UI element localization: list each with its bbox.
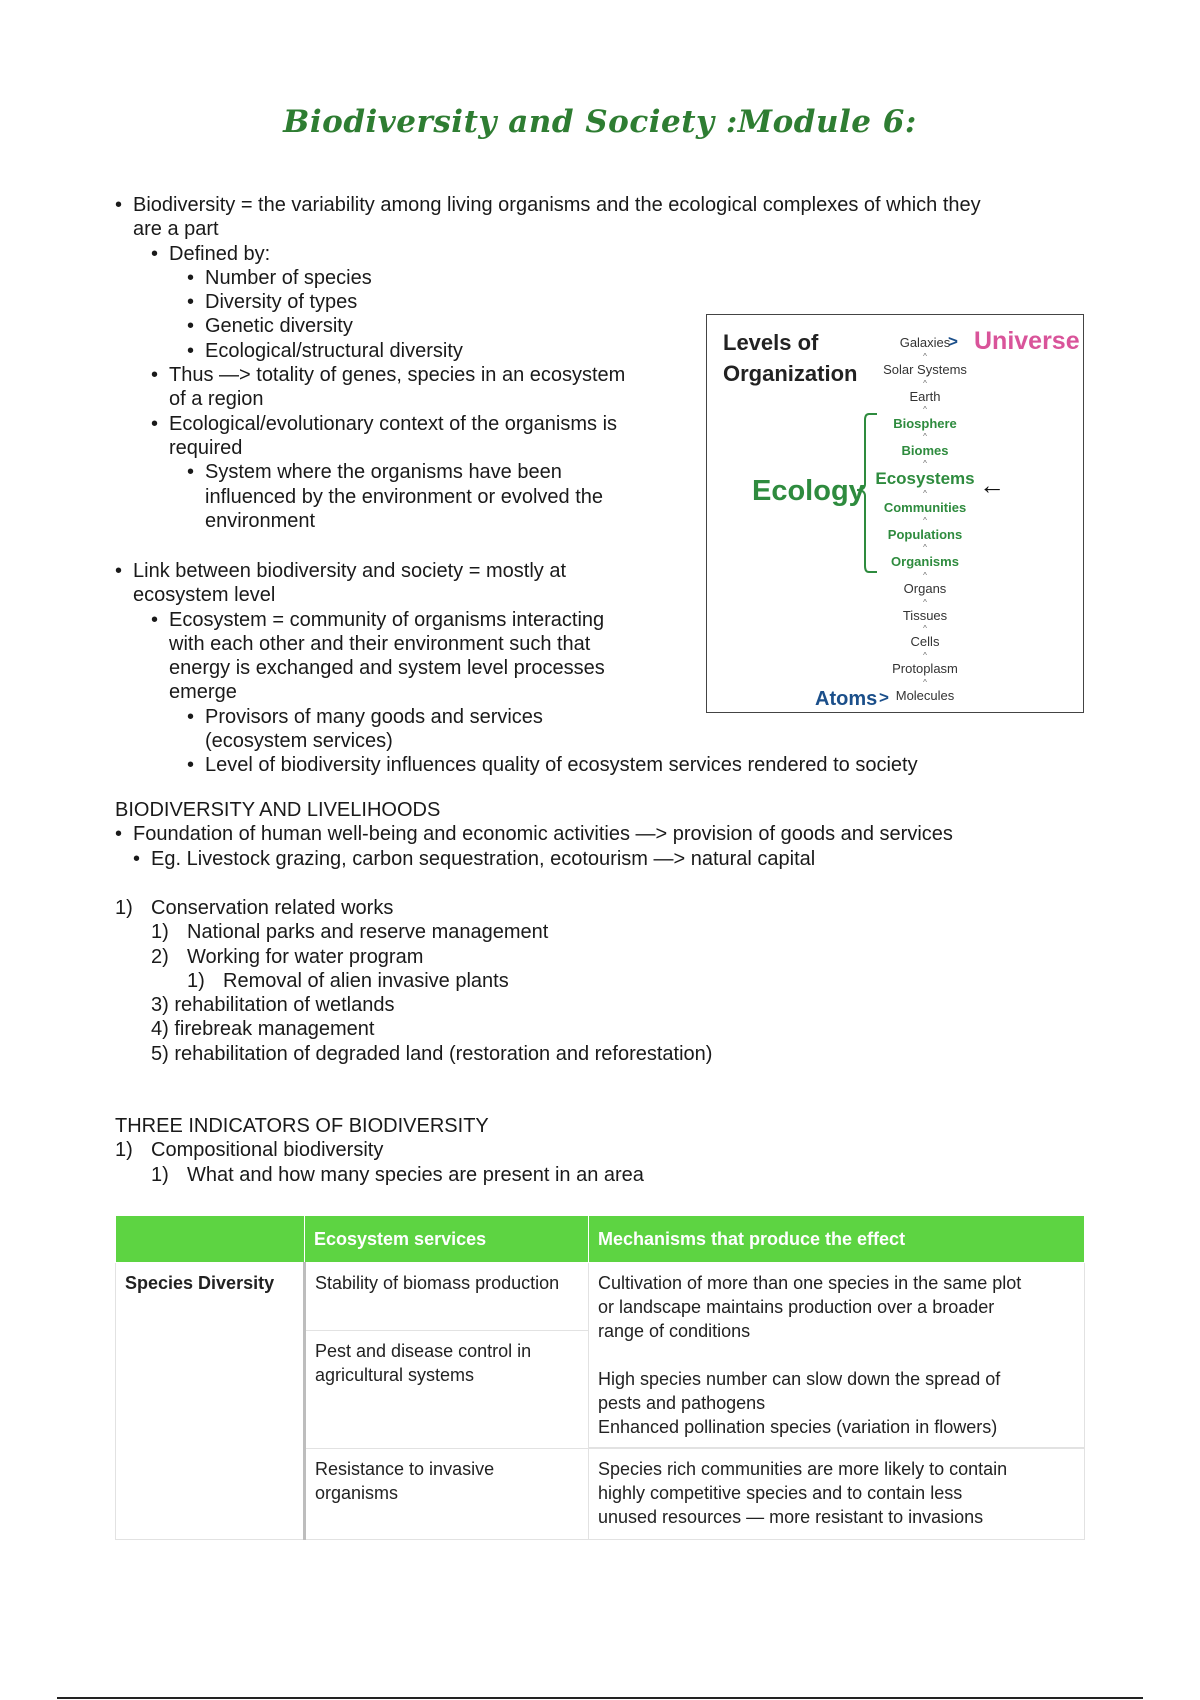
mechanism-line: range of conditions: [598, 1321, 751, 1341]
bullet-level-influence: • Level of biodiversity influences quality of ecosystem services rendered to society: [187, 753, 1110, 777]
provisors-line: Provisors of many goods and services: [205, 705, 543, 728]
list-text: Working for water program: [187, 945, 424, 968]
criteria-item: • Number of species: [187, 266, 695, 290]
ecosystem-line: emerge: [169, 681, 237, 704]
link-line: ecosystem level: [133, 584, 276, 607]
list-text: Compositional biodiversity: [151, 1139, 384, 1162]
service-stability: Stability of biomass production: [305, 1263, 589, 1331]
atoms-label: Atoms: [815, 688, 878, 710]
level-solar-systems: Solar Systems: [883, 362, 967, 377]
context-line: required: [169, 436, 243, 459]
up-caret: ^: [923, 598, 927, 607]
bullet-provisors: [187, 705, 695, 754]
list-item: [151, 920, 1110, 944]
level-molecules: Molecules: [895, 688, 955, 703]
level-organs: Organs: [903, 581, 947, 596]
up-caret: ^: [923, 432, 927, 441]
level-galaxies: Galaxies: [899, 335, 951, 350]
up-caret: ^: [923, 405, 927, 414]
level-biomes: Biomes: [901, 443, 949, 458]
bullet-definition: [115, 193, 1110, 242]
list-number: 1): [151, 1163, 169, 1186]
service-invasive-resistance: Resistance to invasive organisms: [305, 1448, 589, 1539]
mechanism-line: Cultivation of more than one species in the same plot: [598, 1273, 1022, 1293]
row-label-species-diversity: Species Diversity: [116, 1263, 305, 1540]
bullet-example: • Eg. Livestock grazing, carbon sequestration, ecotourism —> natural capital: [133, 847, 1110, 871]
ecology-label: Ecology: [752, 475, 865, 507]
criteria-item: • Ecological/structural diversity: [187, 339, 695, 363]
indicators-heading: THREE INDICATORS OF BIODIVERSITY: [115, 1115, 489, 1137]
list-text: National parks and reserve management: [187, 921, 549, 944]
level-protoplasm: Protoplasm: [892, 661, 958, 676]
bottom-rule: [57, 1697, 1143, 1699]
system-line: influenced by the environment or evolved the: [205, 485, 604, 508]
list-number: 1): [151, 921, 169, 944]
context-line: Ecological/evolutionary context of the organisms is: [169, 412, 618, 435]
level-biosphere: Biosphere: [893, 416, 957, 431]
bullet-thus: [151, 363, 695, 412]
level-organisms: Organisms: [891, 554, 959, 569]
list-number: 1): [115, 1139, 133, 1162]
list-item: [187, 969, 1110, 993]
table-header-row: [116, 1216, 1085, 1263]
gt-symbol: >: [879, 688, 889, 707]
list-item: [151, 945, 1110, 969]
bullet-foundation: • Foundation of human well-being and economic activities —> provision of goods and services: [115, 822, 1110, 846]
level-populations: Populations: [887, 527, 963, 542]
mechanism-line: Enhanced pollination species (variation in flowers): [598, 1417, 998, 1437]
list-item: 3) rehabilitation of wetlands: [151, 994, 395, 1017]
conservation-list: [115, 896, 1110, 1066]
list-item: 4) firebreak management: [151, 1018, 375, 1041]
list-item: [115, 1138, 1110, 1162]
level-ecosystems: Ecosystems: [875, 469, 975, 488]
mechanism-line: or landscape maintains production over a broader: [598, 1297, 995, 1317]
mechanism-gap: [598, 1343, 1075, 1367]
definition-line: Biodiversity = the variability among living organisms and the ecological complexes of which they: [133, 194, 981, 216]
up-caret: ^: [923, 543, 927, 552]
figure-title-line: Levels of: [723, 330, 819, 355]
up-caret: ^: [923, 489, 927, 498]
list-item: 5) rehabilitation of degraded land (restoration and reforestation): [151, 1042, 713, 1065]
list-item: [115, 896, 1110, 920]
mechanism-line: unused resources — more resistant to invasions: [598, 1507, 984, 1527]
system-line: System where the organisms have been: [205, 461, 562, 484]
list-item: [151, 1163, 1110, 1187]
list-text: What and how many species are present in an area: [187, 1163, 644, 1186]
gt-symbol: >: [948, 332, 958, 351]
ecosystem-line: Ecosystem = community of organisms interacting: [169, 608, 605, 631]
ecosystem-line: with each other and their environment such that: [169, 632, 591, 655]
list-number: 1): [115, 897, 133, 919]
list-text: Removal of alien invasive plants: [223, 969, 509, 992]
level-communities: Communities: [883, 500, 967, 515]
link-line: Link between biodiversity and society = mostly at: [133, 560, 566, 582]
definition-line: are a part: [133, 218, 219, 241]
mechanism-line: highly competitive species and to contain less: [598, 1483, 963, 1503]
universe-label: Universe: [974, 327, 1080, 355]
system-line: environment: [205, 509, 316, 532]
bullet-link: [115, 559, 695, 608]
up-caret: ^: [923, 624, 927, 633]
up-caret: ^: [923, 379, 927, 388]
up-caret: ^: [923, 571, 927, 580]
bullet-context: [151, 412, 695, 461]
mechanism-line: High species number can slow down the spread of: [598, 1369, 1001, 1389]
mechanism-line: pests and pathogens: [598, 1393, 766, 1413]
livelihoods-section: [115, 798, 1110, 871]
up-caret: ^: [923, 651, 927, 660]
up-caret: ^: [923, 516, 927, 525]
figure-title-line: Organization: [723, 361, 858, 386]
level-cells: Cells: [910, 634, 940, 649]
up-caret: ^: [923, 352, 927, 361]
table-header-cell: Ecosystem services: [305, 1216, 589, 1263]
table-header-cell: Mechanisms that produce the effect: [589, 1216, 1085, 1263]
page-title: Biodiversity and Society :Module 6:: [283, 104, 917, 140]
level-earth: Earth: [909, 389, 941, 404]
bullet-ecosystem: [151, 608, 695, 705]
up-caret: ^: [923, 678, 927, 687]
service-pest-control: Pest and disease control in agricultural systems: [305, 1331, 589, 1448]
table-row: [116, 1263, 1085, 1331]
ecosystem-services-table: [115, 1215, 1085, 1540]
criteria-item: • Diversity of types: [187, 290, 695, 314]
up-caret: ^: [923, 459, 927, 468]
mechanism-invasive: [589, 1448, 1085, 1539]
figure-title: [723, 327, 857, 389]
criteria-item: • Genetic diversity: [187, 314, 695, 338]
arrow-left-icon: ←: [979, 470, 1005, 500]
thus-line: Thus —> totality of genes, species in an ecosystem: [169, 364, 626, 387]
mechanism-stability-pest: [589, 1263, 1085, 1449]
indicators-section: [115, 1114, 1110, 1187]
list-text: Conservation related works: [151, 897, 394, 919]
livelihoods-heading: BIODIVERSITY AND LIVELIHOODS: [115, 799, 441, 821]
bullet-system: [187, 460, 695, 533]
ecosystem-line: energy is exchanged and system level processes: [169, 657, 605, 680]
list-number: 2): [151, 945, 169, 968]
levels-of-organization-figure: [706, 314, 1084, 713]
level-tissues: Tissues: [902, 608, 948, 623]
thus-line: of a region: [169, 388, 264, 411]
table-header-cell: [116, 1216, 305, 1263]
bullet-defined-by: • Defined by:: [151, 242, 695, 266]
mechanism-line: Species rich communities are more likely to contain: [598, 1459, 1008, 1479]
provisors-line: (ecosystem services): [205, 730, 393, 753]
bracket-path: [857, 414, 877, 572]
list-number: 1): [187, 969, 205, 992]
